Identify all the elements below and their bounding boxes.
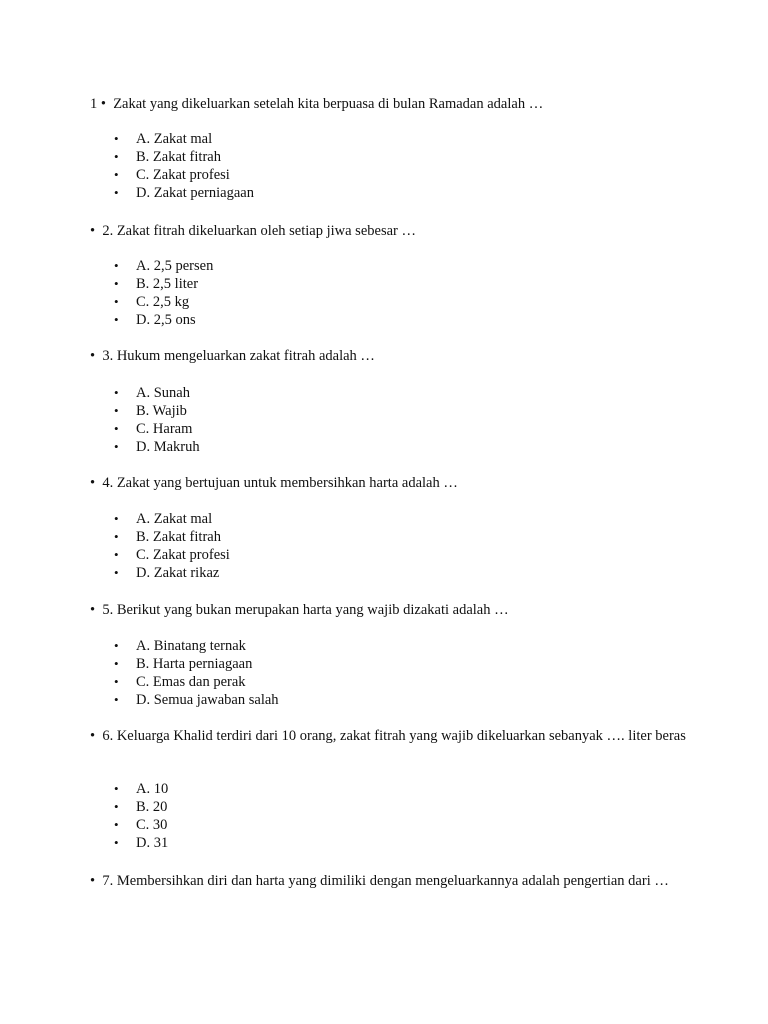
question-6 — [90, 727, 690, 745]
question-text: 6. Keluarga Khalid terdiri dari 10 orang, zakat fitrah yang wajib dikeluarkan sebanyak …. liter beras — [102, 728, 686, 744]
option-item — [114, 257, 213, 275]
question-text: 3. Hukum mengeluarkan zakat fitrah adalah … — [102, 348, 375, 364]
option-item — [114, 564, 230, 582]
option-label: D. Zakat perniagaan — [136, 185, 254, 201]
option-item — [114, 780, 168, 798]
option-label: D. Makruh — [136, 439, 200, 455]
option-list-3 — [114, 384, 200, 456]
bullet-icon: • — [114, 185, 119, 200]
bullet-icon: • — [114, 565, 119, 580]
bullet-icon: • — [114, 167, 119, 182]
option-item — [114, 834, 168, 852]
option-item — [114, 655, 279, 673]
option-label: C. Zakat profesi — [136, 167, 230, 183]
question-5 — [90, 601, 690, 619]
bullet-icon: • — [114, 781, 119, 796]
question-prefix: • — [90, 873, 96, 889]
question-prefix: • — [90, 223, 96, 239]
option-list-4 — [114, 510, 230, 582]
question-prefix: • — [90, 728, 96, 744]
question-3 — [90, 347, 690, 365]
question-2 — [90, 222, 690, 240]
bullet-icon: • — [114, 547, 119, 562]
bullet-icon: • — [114, 421, 119, 436]
option-list-1 — [114, 130, 254, 202]
question-1 — [90, 95, 690, 113]
option-list-5 — [114, 637, 279, 709]
option-label: C. Emas dan perak — [136, 674, 246, 690]
bullet-icon: • — [114, 529, 119, 544]
bullet-icon: • — [114, 692, 119, 707]
option-label: D. 2,5 ons — [136, 312, 196, 328]
option-label: B. 20 — [136, 799, 168, 815]
question-prefix: • — [90, 475, 96, 491]
option-item — [114, 130, 254, 148]
option-label: A. 2,5 persen — [136, 258, 214, 274]
option-item — [114, 546, 230, 564]
question-text: 2. Zakat fitrah dikeluarkan oleh setiap jiwa sebesar … — [102, 223, 416, 239]
question-7 — [90, 872, 670, 890]
option-item — [114, 184, 254, 202]
question-text: 7. Membersihkan diri dan harta yang dimiliki dengan mengeluarkannya adalah pengertian dari … — [102, 873, 669, 889]
bullet-icon: • — [114, 276, 119, 291]
question-prefix: • — [90, 348, 96, 364]
option-item — [114, 510, 230, 528]
option-label: A. 10 — [136, 781, 169, 797]
option-label: C. 30 — [136, 817, 168, 833]
bullet-icon: • — [114, 294, 119, 309]
option-label: A. Binatang ternak — [136, 638, 246, 654]
option-item — [114, 420, 200, 438]
question-4 — [90, 474, 690, 492]
option-label: B. Harta perniagaan — [136, 656, 253, 672]
option-label: B. Zakat fitrah — [136, 529, 221, 545]
option-item — [114, 816, 168, 834]
question-prefix: 1 • — [90, 96, 106, 112]
option-label: C. Haram — [136, 421, 193, 437]
bullet-icon: • — [114, 403, 119, 418]
option-item — [114, 384, 200, 402]
bullet-icon: • — [114, 312, 119, 327]
option-label: C. 2,5 kg — [136, 294, 190, 310]
option-label: C. Zakat profesi — [136, 547, 230, 563]
option-label: A. Zakat mal — [136, 131, 213, 147]
option-label: D. Zakat rikaz — [136, 565, 220, 581]
bullet-icon: • — [114, 817, 119, 832]
option-item — [114, 528, 230, 546]
option-label: A. Sunah — [136, 385, 190, 401]
option-item — [114, 438, 200, 456]
option-label: A. Zakat mal — [136, 511, 213, 527]
option-item — [114, 402, 200, 420]
option-item — [114, 166, 254, 184]
bullet-icon: • — [114, 638, 119, 653]
option-label: B. 2,5 liter — [136, 276, 199, 292]
bullet-icon: • — [114, 656, 119, 671]
bullet-icon: • — [114, 131, 119, 146]
bullet-icon: • — [114, 149, 119, 164]
bullet-icon: • — [114, 258, 119, 273]
option-item — [114, 637, 279, 655]
option-item — [114, 798, 168, 816]
bullet-icon: • — [114, 439, 119, 454]
question-text: 4. Zakat yang bertujuan untuk membersihkan harta adalah … — [102, 475, 458, 491]
question-text: Zakat yang dikeluarkan setelah kita berpuasa di bulan Ramadan adalah … — [113, 96, 544, 112]
option-item — [114, 311, 213, 329]
option-list-2 — [114, 257, 213, 329]
bullet-icon: • — [114, 674, 119, 689]
bullet-icon: • — [114, 835, 119, 850]
option-item — [114, 293, 213, 311]
option-label: D. Semua jawaban salah — [136, 692, 279, 708]
option-label: B. Wajib — [136, 403, 187, 419]
question-prefix: • — [90, 602, 96, 618]
option-item — [114, 148, 254, 166]
option-item — [114, 275, 213, 293]
option-item — [114, 691, 279, 709]
bullet-icon: • — [114, 799, 119, 814]
option-list-6 — [114, 780, 168, 852]
option-label: B. Zakat fitrah — [136, 149, 221, 165]
bullet-icon: • — [114, 511, 119, 526]
bullet-icon: • — [114, 385, 119, 400]
option-label: D. 31 — [136, 835, 169, 851]
option-item — [114, 673, 279, 691]
question-text: 5. Berikut yang bukan merupakan harta yang wajib dizakati adalah … — [102, 602, 509, 618]
